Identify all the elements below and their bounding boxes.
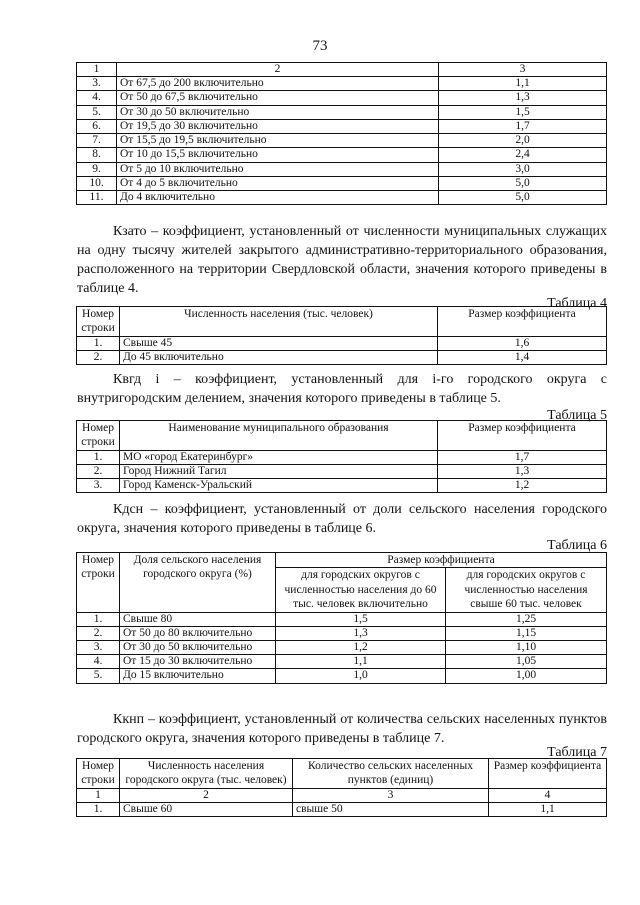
- row-number: 8.: [77, 148, 117, 162]
- row-value: 5,0: [439, 176, 607, 190]
- row-label: От 4 до 5 включительно: [117, 176, 439, 190]
- row-number: 2.: [77, 350, 120, 364]
- row-number: 2.: [77, 626, 120, 640]
- row-value: 1,4: [438, 350, 607, 364]
- table7-caption: Таблица 7: [547, 745, 607, 760]
- table-5: [76, 420, 607, 493]
- table-6: [76, 552, 607, 684]
- table5-caption: Таблица 5: [547, 408, 607, 423]
- row-number: 7.: [77, 134, 117, 148]
- table-row: [77, 802, 607, 816]
- col-num-1: 1: [77, 788, 120, 802]
- row-number: 1.: [77, 612, 120, 626]
- row-value: 1,1: [489, 802, 607, 816]
- table-header-row: [77, 553, 607, 568]
- row-value: 1,5: [439, 105, 607, 119]
- row-label: От 50 до 80 включительно: [120, 626, 276, 640]
- row-value: 1,10: [446, 640, 607, 654]
- row-value: 2,0: [439, 134, 607, 148]
- row-label: Свыше 60: [120, 802, 293, 816]
- table4-caption: Таблица 4: [547, 296, 607, 311]
- table-row: [77, 190, 607, 204]
- row-number: 3.: [77, 77, 117, 91]
- row-number: 11.: [77, 190, 117, 204]
- row-settlements: свыше 50: [293, 802, 489, 816]
- table-row: [77, 626, 607, 640]
- row-label: До 15 включительно: [120, 669, 276, 683]
- row-number: 4.: [77, 655, 120, 669]
- col-num-2: 2: [117, 63, 439, 77]
- row-label: От 5 до 10 включительно: [117, 162, 439, 176]
- row-label: От 15 до 30 включительно: [120, 655, 276, 669]
- row-value: 1,25: [446, 612, 607, 626]
- row-number: 5.: [77, 669, 120, 683]
- table-colnum-row: [77, 788, 607, 802]
- row-value: 1,7: [439, 119, 607, 133]
- row-value: 1,6: [438, 336, 607, 350]
- paragraph-text: Ккнп – коэффициент, установленный от количества сельских населенных пунктов городского округа, значения которого приведены в таблице 7.: [77, 712, 607, 746]
- paragraph-kvgd: [77, 370, 607, 408]
- table-continuation: [76, 62, 607, 205]
- table6-caption: Таблица 6: [547, 538, 607, 553]
- row-label: От 30 до 50 включительно: [117, 105, 439, 119]
- table-row: [77, 162, 607, 176]
- row-number: 2.: [77, 464, 120, 478]
- row-value: 1,1: [439, 77, 607, 91]
- table-row: [77, 148, 607, 162]
- header-population: Численность населения (тыс. человек): [120, 307, 438, 337]
- header-coefficient: Размер коэффициента: [438, 307, 607, 337]
- col-num-4: 4: [489, 788, 607, 802]
- col-num-2: 2: [120, 788, 293, 802]
- table-row: [77, 77, 607, 91]
- row-value: 5,0: [439, 190, 607, 204]
- row-label: До 4 включительно: [117, 190, 439, 204]
- row-label: От 30 до 50 включительно: [120, 640, 276, 654]
- table-header-row: [77, 759, 607, 789]
- row-label: От 10 до 15,5 включительно: [117, 148, 439, 162]
- paragraph-kdsn: [77, 500, 607, 538]
- paragraph-kzato: [77, 222, 607, 298]
- table-row: [77, 119, 607, 133]
- paragraph-text: Квгд i – коэффициент, установленный для i-го городского округа с внутригородским делением, значения которого приведены в таблице 5.: [77, 372, 607, 406]
- row-label: Свыше 45: [120, 336, 438, 350]
- row-number: 4.: [77, 91, 117, 105]
- table-4: [76, 306, 607, 365]
- header-population: Численность населения городского округа (тыс. человек): [120, 759, 293, 789]
- paragraph-text: Кдсн – коэффициент, установленный от доли сельского населения городского округа, значения которого приведены в таблице 6.: [77, 502, 607, 536]
- row-value: 1,00: [446, 669, 607, 683]
- header-coefficient: Размер коэффициента: [276, 553, 607, 568]
- header-number: Номер строки: [77, 421, 120, 451]
- paragraph-text: Кзато – коэффициент, установленный от численности муниципальных служащих на одну тысячу жителей закрытого административно-территориального образования, расположенного на территории Свердловской области, значения которого приведены в таблице 4.: [77, 224, 607, 296]
- row-value: 1,2: [276, 640, 446, 654]
- row-number: 3.: [77, 479, 120, 493]
- header-coefficient: Размер коэффициента: [489, 759, 607, 789]
- header-number: Номер строки: [77, 553, 120, 613]
- table-row: [77, 612, 607, 626]
- table-7: [76, 758, 607, 817]
- row-number: 1.: [77, 450, 120, 464]
- row-label: До 45 включительно: [120, 350, 438, 364]
- row-label: От 15,5 до 19,5 включительно: [117, 134, 439, 148]
- table-row: [77, 176, 607, 190]
- row-label: От 50 до 67,5 включительно: [117, 91, 439, 105]
- row-number: 6.: [77, 119, 117, 133]
- row-label: МО «город Екатеринбург»: [120, 450, 438, 464]
- table-row: [77, 640, 607, 654]
- row-value: 1,05: [446, 655, 607, 669]
- col-num-3: 3: [293, 788, 489, 802]
- header-coefficient-up-to-60: для городских округов с численностью населения до 60 тыс. человек включительно: [276, 568, 446, 612]
- table-row: [77, 91, 607, 105]
- table-row: [77, 669, 607, 683]
- header-coefficient: Размер коэффициента: [438, 421, 607, 451]
- header-coefficient-over-60: для городских округов с численностью населения свыше 60 тыс. человек: [446, 568, 607, 612]
- table-header-row: [77, 307, 607, 337]
- header-number: Номер строки: [77, 759, 120, 789]
- header-settlements: Количество сельских населенных пунктов (единиц): [293, 759, 489, 789]
- col-num-3: 3: [439, 63, 607, 77]
- row-value: 1,15: [446, 626, 607, 640]
- table-row: [77, 655, 607, 669]
- table-row: [77, 464, 607, 478]
- row-label: От 67,5 до 200 включительно: [117, 77, 439, 91]
- row-label: Город Каменск-Уральский: [120, 479, 438, 493]
- row-number: 1.: [77, 802, 120, 816]
- table-row: [77, 336, 607, 350]
- paragraph-kknp: [77, 710, 607, 748]
- row-value: 1,7: [438, 450, 607, 464]
- row-value: 1,3: [438, 464, 607, 478]
- row-number: 10.: [77, 176, 117, 190]
- table-row: [77, 105, 607, 119]
- table-row: [77, 479, 607, 493]
- row-label: От 19,5 до 30 включительно: [117, 119, 439, 133]
- row-number: 1.: [77, 336, 120, 350]
- row-value: 3,0: [439, 162, 607, 176]
- row-label: Свыше 80: [120, 612, 276, 626]
- table-header-row: [77, 63, 607, 77]
- header-share: Доля сельского населения городского округа (%): [120, 553, 276, 613]
- table-row: [77, 450, 607, 464]
- header-number: Номер строки: [77, 307, 120, 337]
- table-header-row: [77, 421, 607, 451]
- table-row: [77, 350, 607, 364]
- row-value: 1,0: [276, 669, 446, 683]
- row-number: 5.: [77, 105, 117, 119]
- page-number: 73: [312, 38, 328, 54]
- row-value: 2,4: [439, 148, 607, 162]
- row-number: 3.: [77, 640, 120, 654]
- row-label: Город Нижний Тагил: [120, 464, 438, 478]
- table-row: [77, 134, 607, 148]
- row-value: 1,3: [276, 626, 446, 640]
- row-value: 1,5: [276, 612, 446, 626]
- col-num-1: 1: [77, 63, 117, 77]
- row-value: 1,3: [439, 91, 607, 105]
- row-value: 1,2: [438, 479, 607, 493]
- row-value: 1,1: [276, 655, 446, 669]
- header-name: Наименование муниципального образования: [120, 421, 438, 451]
- row-number: 9.: [77, 162, 117, 176]
